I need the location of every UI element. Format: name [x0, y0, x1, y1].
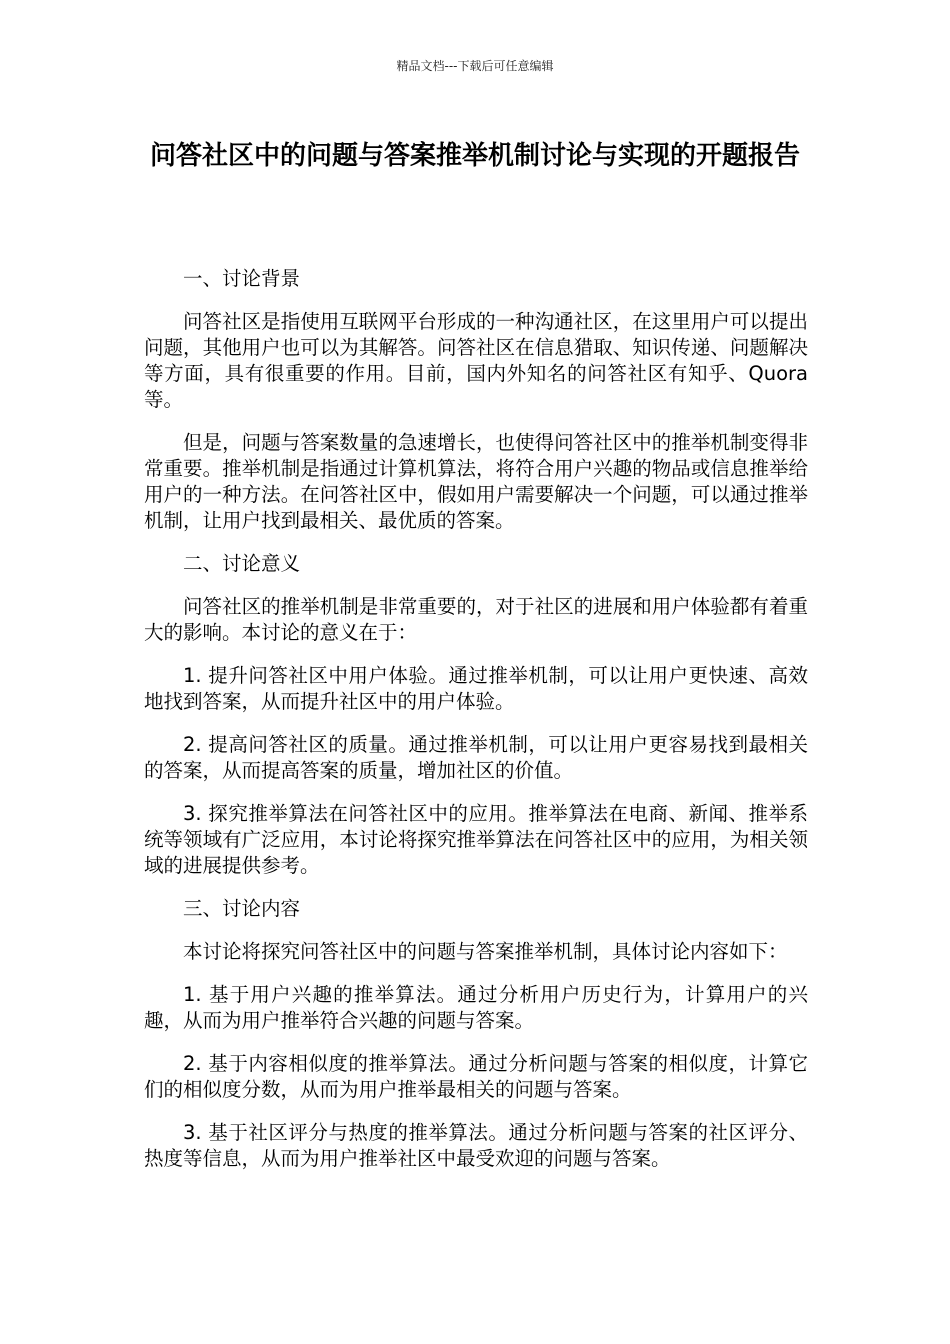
header-note: 精品文档---下载后可任意编辑 [396, 59, 554, 73]
paragraph-significance-intro: 问答社区的推举机制是非常重要的，对于社区的进展和用户体验都有着重大的影响。本讨论的意义在于： [144, 595, 808, 644]
paragraph-background-2: 但是，问题与答案数量的急速增长，也使得问答社区中的推举机制变得非常重要。推举机制是指通过计算机算法，将符合用户兴趣的物品或信息推举给用户的一种方法。在问答社区中，假如用户需要解决一个问题，可以通过推举机制，让用户找到最相关、最优质的答案。 [144, 431, 808, 532]
list-item-significance-2: 2. 提高问答社区的质量。通过推举机制，可以让用户更容易找到最相关的答案，从而提高答案的质量，增加社区的价值。 [144, 733, 808, 782]
list-item-content-3: 3. 基于社区评分与热度的推举算法。通过分析问题与答案的社区评分、热度等信息，从而为用户推举社区中最受欢迎的问题与答案。 [144, 1121, 808, 1170]
paragraph-content-intro: 本讨论将探究问答社区中的问题与答案推举机制，具体讨论内容如下： [183, 940, 788, 963]
list-item-significance-3: 3. 探究推举算法在问答社区中的应用。推举算法在电商、新闻、推举系统等领域有广泛应用，本讨论将探究推举算法在问答社区中的应用，为相关领域的进展提供参考。 [144, 802, 808, 877]
section-heading-content: 三、讨论内容 [183, 897, 301, 920]
list-item-content-2: 2. 基于内容相似度的推举算法。通过分析问题与答案的相似度，计算它们的相似度分数，从而为用户推举最相关的问题与答案。 [144, 1052, 808, 1101]
document-title: 问答社区中的问题与答案推举机制讨论与实现的开题报告 [149, 141, 800, 171]
document-body [144, 266, 808, 1189]
list-item-content-1: 1. 基于用户兴趣的推举算法。通过分析用户历史行为，计算用户的兴趣，从而为用户推举符合兴趣的问题与答案。 [144, 983, 808, 1032]
section-heading-significance: 二、讨论意义 [183, 552, 301, 575]
paragraph-background-1: 问答社区是指使用互联网平台形成的一种沟通社区，在这里用户可以提出问题，其他用户也可以为其解答。问答社区在信息猎取、知识传递、问题解决等方面，具有很重要的作用。目前，国内外知名的问答社区有知乎、Quora 等。 [144, 310, 808, 411]
list-item-significance-1: 1. 提升问答社区中用户体验。通过推举机制，可以让用户更快速、高效地找到答案，从而提升社区中的用户体验。 [144, 664, 808, 713]
section-heading-background: 一、讨论背景 [183, 267, 301, 290]
